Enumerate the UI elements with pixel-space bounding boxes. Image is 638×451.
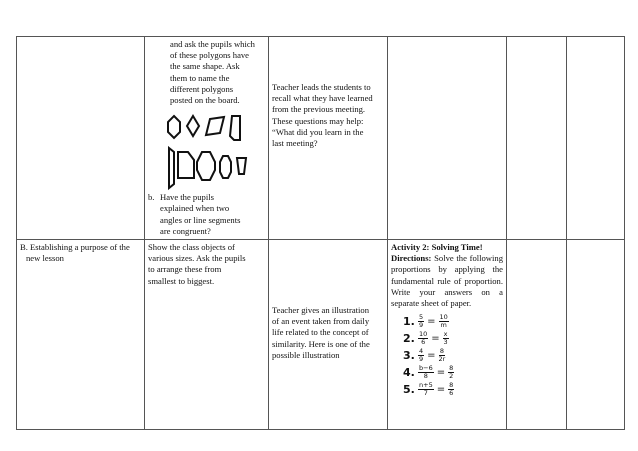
table-row [17,240,625,430]
empty-cell [507,240,567,430]
equation-list [403,313,503,398]
fraction: $\frac{10}{m}$ [439,313,448,330]
label-cell-empty [17,37,145,240]
empty-cell [388,37,507,240]
fraction: $\frac{8}{2r}$ [438,347,446,364]
fraction: $\frac{4}{9}$ [419,347,424,364]
activity2-directions [391,253,503,309]
equation-item: 1. $\frac{5}{9}$ = $\frac{10}{m}$ [403,313,448,330]
trapezoid-shape [237,158,246,174]
pentagon-shape [230,116,240,140]
fraction: $\frac{5}{9}$ [419,313,424,330]
table-row [17,37,625,240]
activity2-cell [388,240,507,430]
intro-text: and ask the pupils which of these polygons have the same shape. Ask them to name the different polygons posted on the board. [170,39,255,106]
activity-cell [145,37,269,240]
fraction: $\frac{x}{3}$ [443,330,448,347]
item-b-text: Have the pupils explained when two angles or line segments are congruent? [160,192,241,236]
empty-cell [507,37,567,240]
fraction: $\frac{b-6}{8}$ [419,364,433,381]
teacher-cell [269,37,388,240]
label-cell: B. Establishing a purpose of the new lesson [17,240,145,430]
tall-polygon-shape [169,148,174,188]
fraction: $\frac{10}{6}$ [419,330,428,347]
activity2-title: Activity 2: Solving Time! [391,242,483,253]
teacher-cell [269,240,388,430]
empty-cell [567,240,625,430]
item-b [148,192,265,237]
item-b-marker: b. [148,192,155,203]
directions-label: Directions: [391,253,432,264]
parallelogram-shape [206,117,224,135]
octagon-shape [197,152,215,180]
directions-text: Solve the following proportions by applying the fundamental rule of proportion. Write your answers on a separate sheet of paper. [391,253,503,309]
fraction: $\frac{8}{2}$ [449,364,454,381]
equation-item: 4. $\frac{b-6}{8}$ = $\frac{8}{2}$ [403,364,454,381]
irregular-pentagon-shape [178,152,194,178]
rhombus-shape [187,116,199,136]
empty-cell [567,37,625,240]
equation-item: 3. $\frac{4}{9}$ = $\frac{8}{2r}$ [403,347,446,364]
fraction: $\frac{n+5}{7}$ [419,381,433,398]
teacher-illustration-text: Teacher gives an illustration of an event taken from daily life related to the concept of similarity. Here is one of the possible illustration [272,305,370,360]
small-octagon-shape [220,156,231,178]
teacher-recall-text: Teacher leads the students to recall what they have learned from the previous meeting. These questions may help: “What did you learn in the last meeting? [272,82,373,149]
polygons-figure [164,112,260,192]
equation-item: 5. $\frac{n+5}{7}$ = $\frac{8}{6}$ [403,381,454,398]
fraction: $\frac{8}{6}$ [449,381,454,398]
hexagon-shape [168,116,180,138]
activity-cell: Show the class objects of various sizes. Ask the pupils to arrange these from smallest to biggest. [145,240,269,430]
equation-item: 2. $\frac{10}{6}$ = $\frac{x}{3}$ [403,330,448,347]
lesson-plan-table [16,36,625,430]
